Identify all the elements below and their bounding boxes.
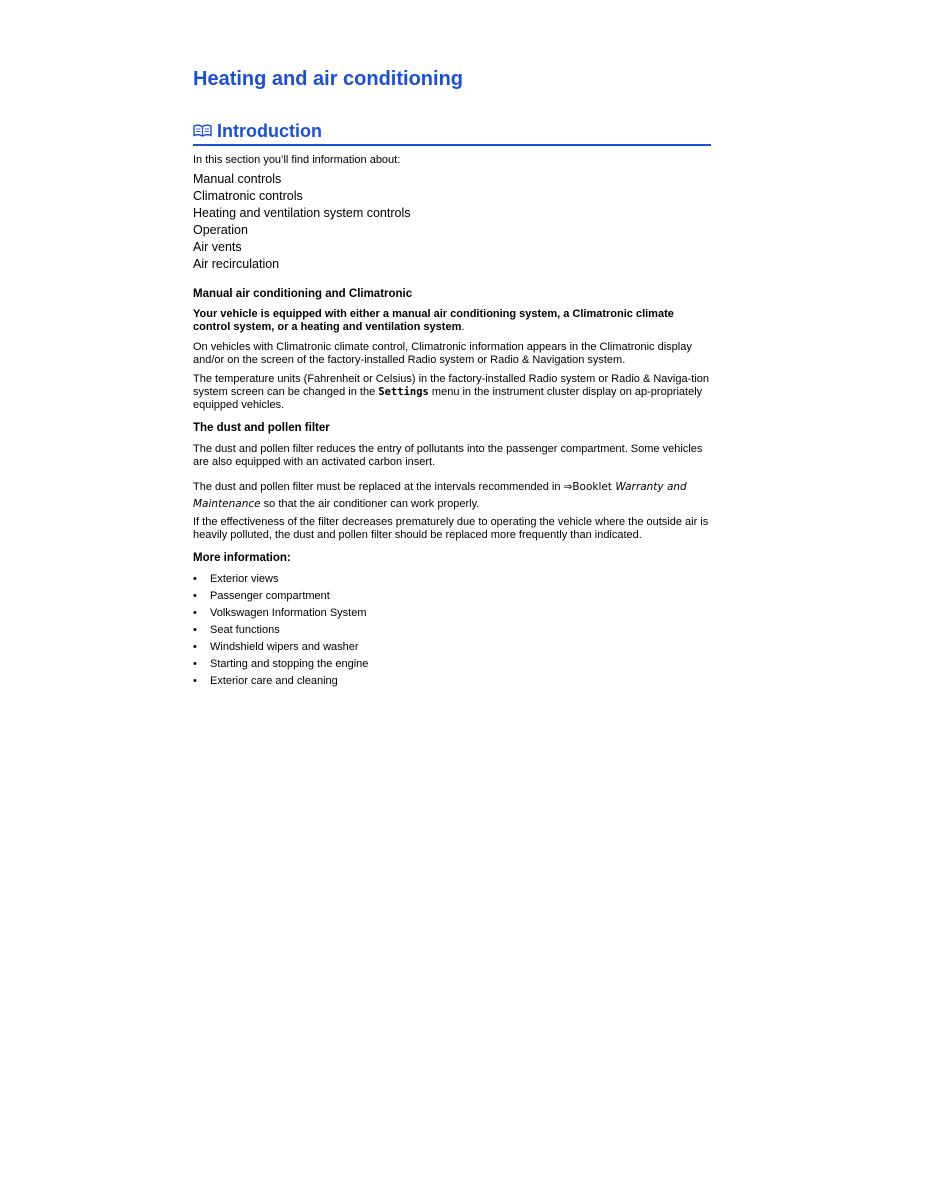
filter-effectiveness-para: If the effectiveness of the filter decreases prematurely due to operating the vehicle where the outside air is heavily polluted, the dust and pollen filter should be replaced more frequently than indicated. bbox=[193, 516, 709, 541]
bullet-icon: • bbox=[193, 624, 197, 636]
temperature-units-text-a: The temperature units (Fahrenheit or Celsius) in the factory-installed Radio system or Radio & Naviga-tion system screen can be changed in the bbox=[193, 373, 710, 398]
more-info-link[interactable]: Exterior care and cleaning bbox=[210, 675, 338, 687]
topic-item: Heating and ventilation system controls bbox=[193, 206, 411, 220]
topic-item: Air recirculation bbox=[193, 257, 280, 271]
equipment-note-end: . bbox=[461, 321, 465, 333]
booklet-reference[interactable]: ⇒Booklet bbox=[563, 481, 616, 493]
bullet-icon: • bbox=[193, 641, 197, 653]
more-info-item[interactable] bbox=[193, 656, 711, 673]
more-info-item[interactable] bbox=[193, 571, 711, 588]
dust-filter-heading: The dust and pollen filter bbox=[193, 422, 330, 434]
manual-ac-heading: Manual air conditioning and Climatronic bbox=[193, 288, 413, 300]
more-info-item[interactable] bbox=[193, 605, 711, 622]
more-info-item[interactable] bbox=[193, 588, 711, 605]
topic-item: Air vents bbox=[193, 240, 242, 254]
more-info-link[interactable]: Windshield wipers and washer bbox=[210, 641, 359, 653]
topic-list bbox=[193, 171, 711, 273]
introduction-heading bbox=[193, 120, 711, 146]
temperature-units-para bbox=[193, 373, 711, 412]
more-info-item[interactable] bbox=[193, 622, 711, 639]
more-info-item[interactable] bbox=[193, 639, 711, 656]
filter-replacement-text-b: so that the air conditioner can work properly. bbox=[260, 498, 480, 510]
topic-item: Manual controls bbox=[193, 172, 282, 186]
topic-item: Operation bbox=[193, 223, 248, 237]
topic-item: Climatronic controls bbox=[193, 189, 303, 203]
bullet-icon: • bbox=[193, 590, 197, 602]
settings-menu-label: Settings bbox=[378, 386, 429, 398]
introduction-title: Introduction bbox=[217, 121, 322, 141]
more-info-heading: More information: bbox=[193, 552, 291, 564]
booklet-title: Warranty and Maintenance bbox=[193, 481, 687, 510]
bullet-icon: • bbox=[193, 675, 197, 687]
filter-replacement-text-a: The dust and pollen filter must be replaced at the intervals recommended in bbox=[193, 481, 564, 493]
intro-lead: In this section you’ll find information about: bbox=[193, 154, 401, 166]
more-info-item[interactable] bbox=[193, 673, 711, 690]
climatronic-display-para: On vehicles with Climatronic climate control, Climatronic information appears in the Climatronic display and/or on the screen of the factory-installed Radio system or Radio & Navigation system. bbox=[193, 341, 692, 366]
equipment-note-bold: Your vehicle is equipped with either a manual air conditioning system, a Climatronic climate control system, or a heating and ventilation system bbox=[193, 308, 674, 333]
page-title: Heating and air conditioning bbox=[193, 68, 463, 90]
more-info-list bbox=[193, 571, 711, 690]
bullet-icon: • bbox=[193, 607, 197, 619]
open-book-icon bbox=[193, 124, 212, 137]
filter-replacement-para bbox=[193, 479, 711, 513]
more-info-link[interactable]: Seat functions bbox=[210, 624, 280, 636]
bullet-icon: • bbox=[193, 573, 197, 585]
more-info-link[interactable]: Exterior views bbox=[210, 573, 279, 585]
more-info-link[interactable]: Passenger compartment bbox=[210, 590, 330, 602]
equipment-note bbox=[193, 308, 711, 334]
temperature-units-text-b: menu in the instrument cluster display on ap-propriately equipped vehicles. bbox=[193, 386, 703, 411]
filter-intro-para: The dust and pollen filter reduces the entry of pollutants into the passenger compartment. Some vehicles are also equipped with an activated carbon insert. bbox=[193, 443, 703, 468]
more-info-link[interactable]: Starting and stopping the engine bbox=[210, 658, 369, 670]
more-info-link[interactable]: Volkswagen Information System bbox=[210, 607, 367, 619]
bullet-icon: • bbox=[193, 658, 197, 670]
